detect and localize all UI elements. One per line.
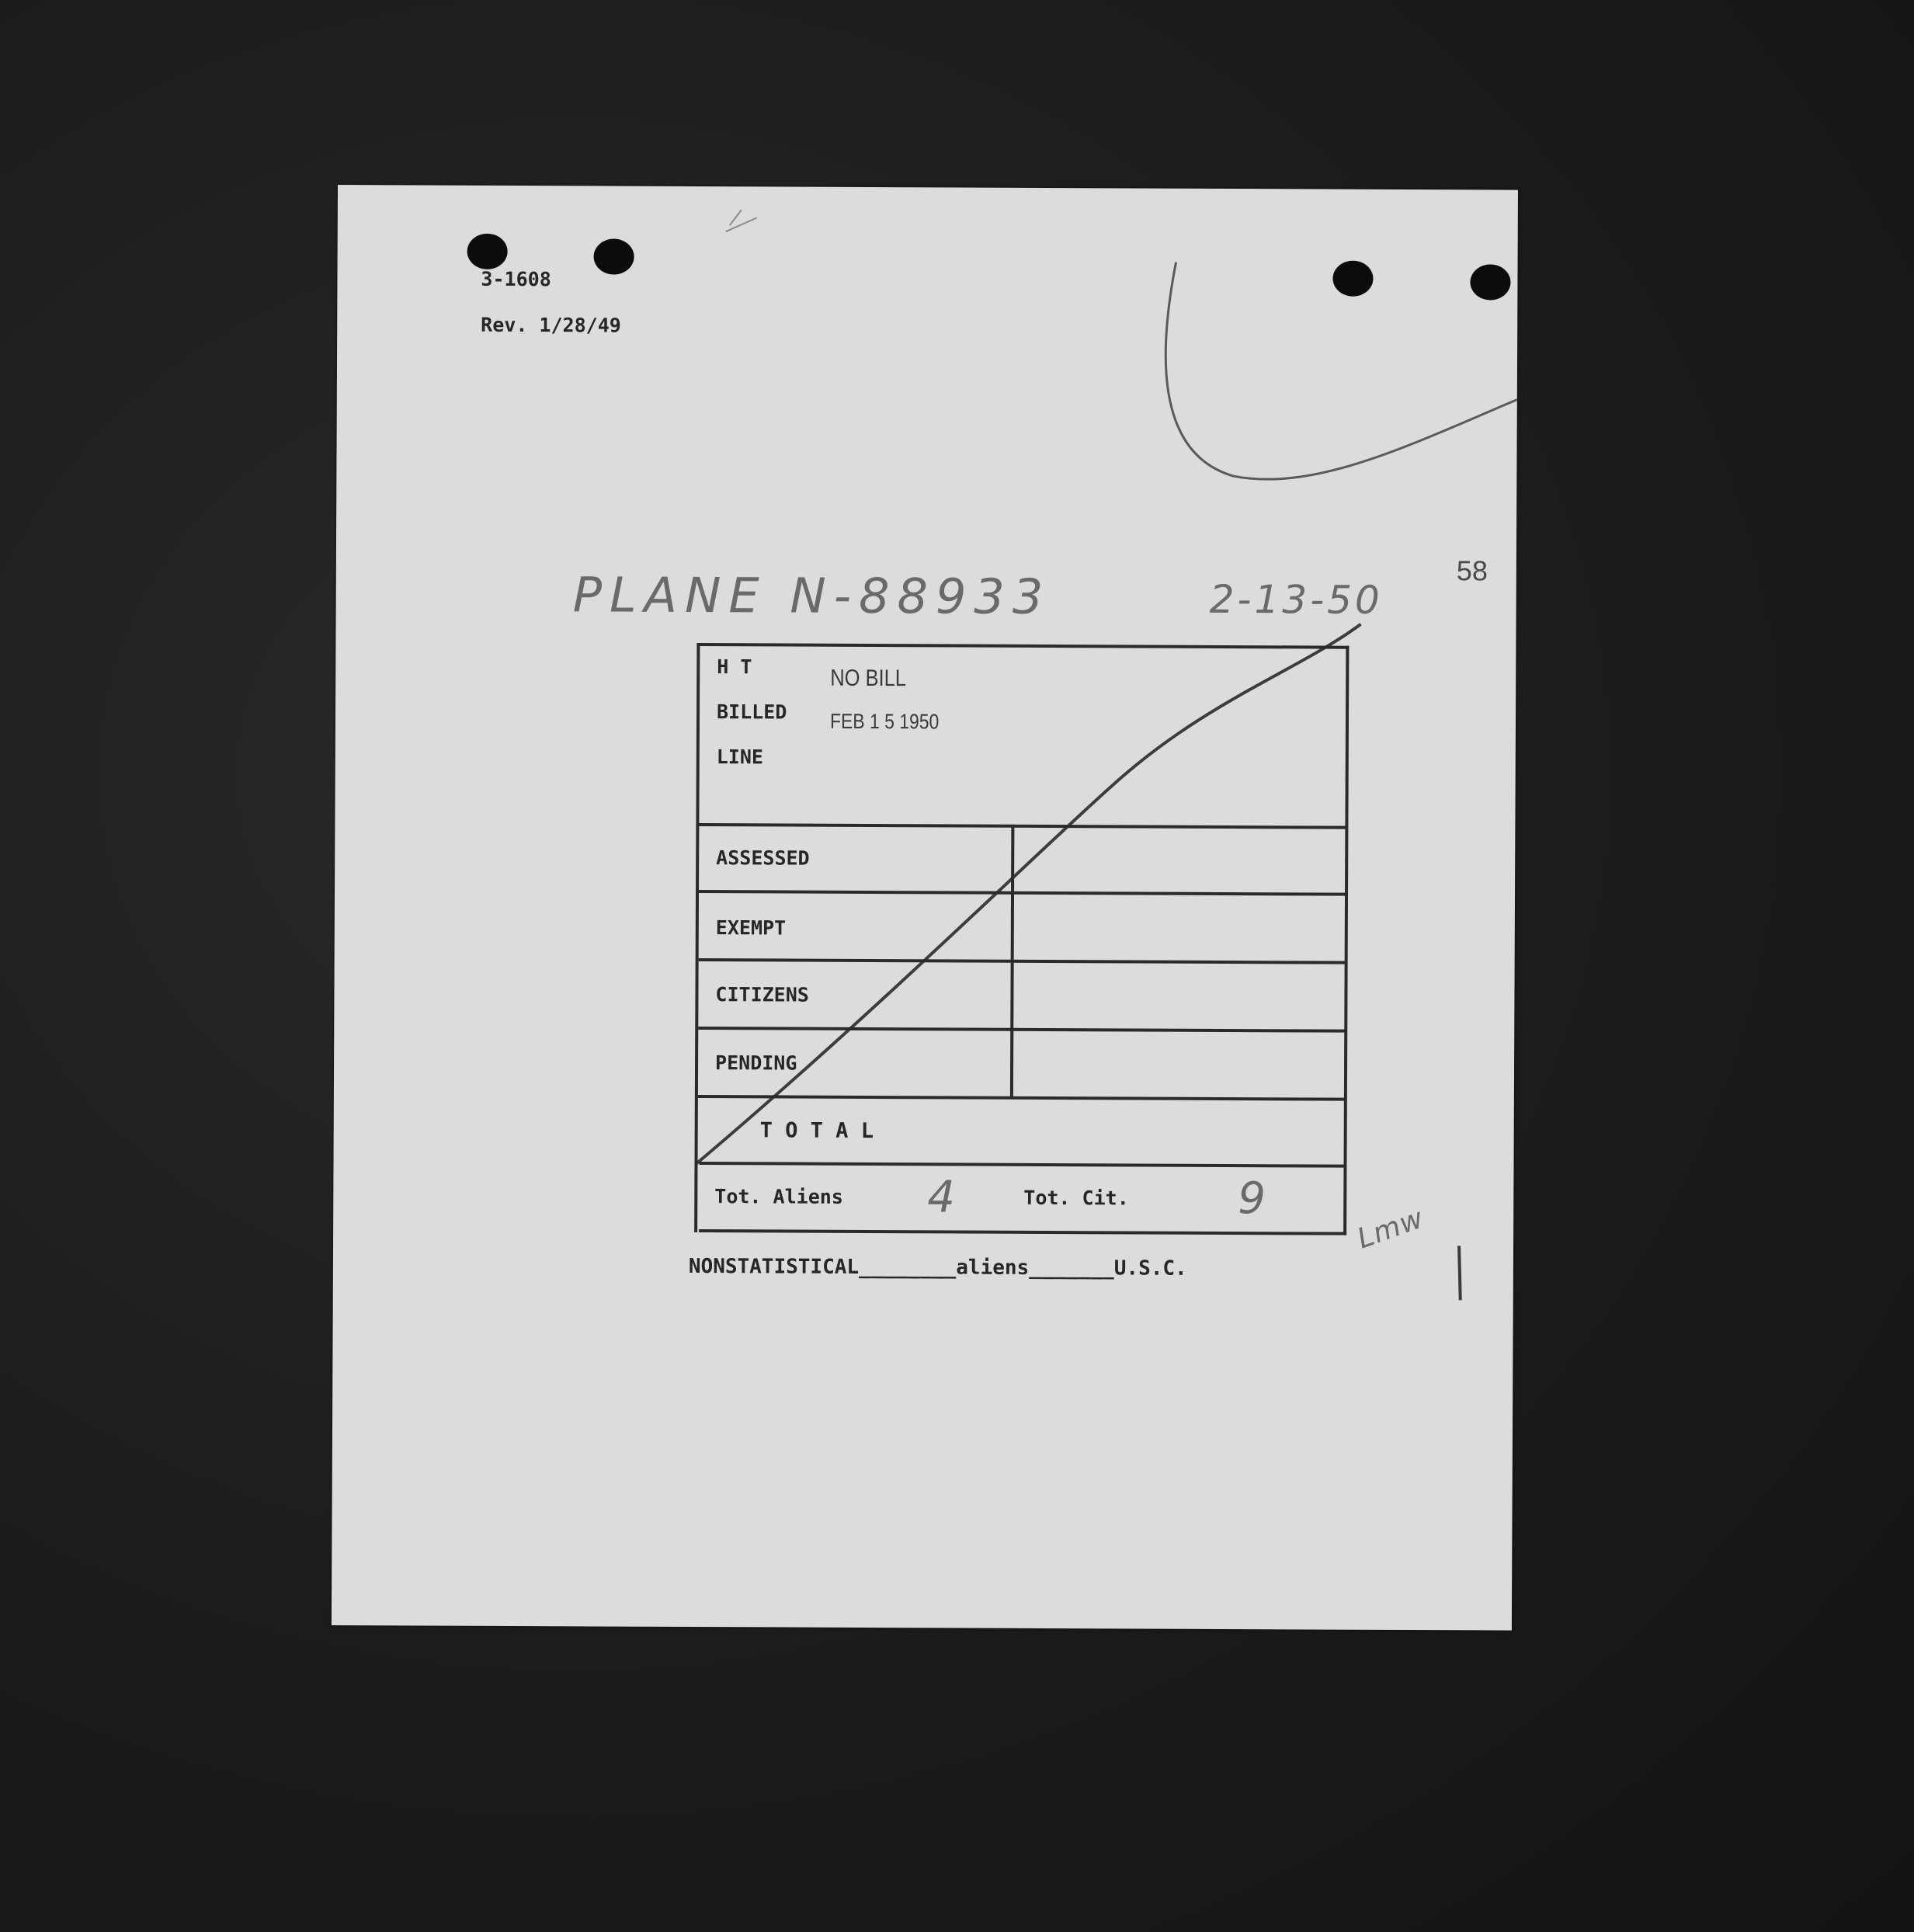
row-exempt-label: EXEMPT [715, 916, 787, 940]
label-line: LINE [716, 745, 764, 769]
handwritten-plane-id: PLANE N-88933 [572, 566, 1051, 626]
form-sheet [332, 185, 1518, 1631]
footer-nonstatistical: NONSTATISTICAL [688, 1254, 860, 1279]
form-revision: Rev. 1/28/49 [481, 313, 621, 337]
billing-form-table [694, 643, 1349, 1236]
footer-aliens: aliens [956, 1256, 1030, 1280]
rule-assessed-bottom [699, 890, 1346, 896]
footer-line [689, 1255, 1187, 1280]
footer-usc: U.S.C. [1113, 1256, 1187, 1280]
row-citizens-label: CITIZENS [715, 983, 809, 1006]
row-pending-label: PENDING [715, 1051, 797, 1075]
rule-pending-bottom [698, 1095, 1346, 1101]
stamp-no-bill: NO BILL [830, 665, 907, 692]
rule-exempt-bottom [699, 958, 1346, 964]
label-billed: BILLED [716, 700, 787, 724]
page-number: 58 [1456, 554, 1488, 587]
rule-header-bottom [697, 823, 1346, 829]
total-label: T O T A L [759, 1118, 874, 1144]
handwritten-initials: Lmw [1353, 1202, 1429, 1256]
tot-aliens-value: 4 [927, 1172, 956, 1223]
rule-total-bottom [699, 1162, 1345, 1168]
row-assessed-label: ASSESSED [716, 846, 810, 870]
label-ht: H T [717, 655, 752, 679]
handwritten-date: 2-13-50 [1209, 576, 1383, 623]
tot-aliens-label: Tot. Aliens [714, 1185, 843, 1208]
form-number: 3-1608 [481, 267, 551, 291]
footer-blank-2: _______ [1029, 1256, 1114, 1280]
stamp-date: FEB 1 5 1950 [829, 709, 940, 734]
rule-citizens-bottom [698, 1027, 1346, 1033]
column-divider [1010, 825, 1015, 1098]
tot-cit-label: Tot. Cit. [1023, 1186, 1129, 1210]
footer-blank-1: ________ [859, 1255, 957, 1280]
tot-cit-value: 9 [1238, 1173, 1266, 1225]
